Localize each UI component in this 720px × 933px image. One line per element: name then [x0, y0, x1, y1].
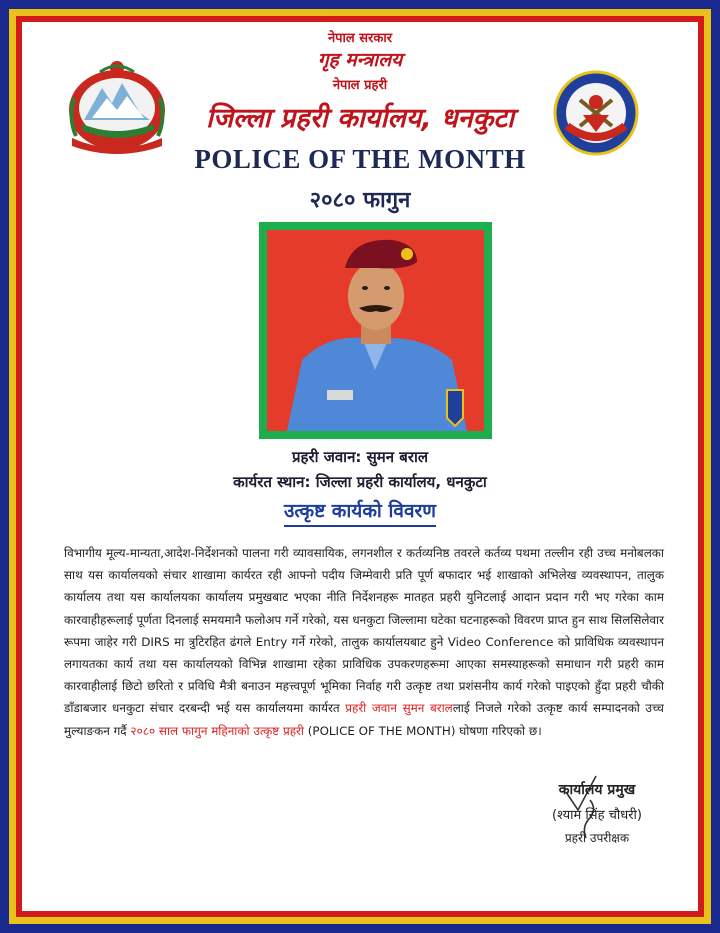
- highlight-officer: प्रहरी जवान सुमन बराल: [345, 701, 453, 716]
- details-paragraph: विभागीय मूल्य-मान्यता,आदेश-निर्देशनको पालना गरी व्यावसायिक, लगनशील र कर्तव्यनिष्ठ तवरले कर्तव्य पथमा तल्लीन रही उच्च मनोबलका साथ यस कार्यालयको संचार शाखामा कार्यरत रही आफ्नो पदीय जिम्मेवारी प्रति पूर्ण बफादार भई शाखाको अभिलेख व्यवस्थापन, तालुक कार्यालय तथा यस कार्यालयका कार्यालय प्रमुखबाट भएका नीति निर्देशनहरू मातहत प्रहरी युनिटलाई आदान प्रदान गरी भए गरेका काम कारवाहीहरूलाई पूर्णता दिनलाई समयमानै फलोअप गर्ने गरेको, यस धनकुटा जिल्लामा घटेका घटनाहरूको विवरण प्राप्त हुन साथ सिलसिलेवार रूपमा जाहेर गरी DIRS मा त्रुटिरहित ढंगले Entry गर्ने गरेको, तालुक कार्यालयबाट हुने Video Conference को प्राविधिक व्यवस्थापन लगायतका कार्य तथा यस कार्यालयको विभिन्न शाखामा रहेका प्राविधिक उपकरणहरूमा आएका समस्याहरूको समाधान गरी प्रहरी काम कारवाहीलाई छिटो छरितो र प्रविधि मैत्री बनाउन महत्त्वपूर्ण भूमिका निर्वाह गरी उत्कृष्ट तथा प्रशंसनीय कार्य गरेको पाइएको हुँदा प्रहरी चौकी डाँडाबजार धनकुटा संचार दरबन्दी भई यस कार्यालयमा कार्यरत प्रहरी जवान सुमन बराललाई निजले गरेको उत्कृष्ट कार्य सम्पादनको उच्च मुल्याङकन गर्दै २०८० साल फागुन महिनाको उत्कृष्ट प्रहरी (POLICE OF THE MONTH) घोषणा गरिएको छ।: [64, 546, 664, 738]
- page-title: POLICE OF THE MONTH: [194, 144, 526, 174]
- office-title: जिल्ला प्रहरी कार्यालय, धनकुटा: [206, 103, 514, 134]
- officer-photo: [267, 230, 484, 431]
- signature-title: कार्यालय प्रमुख: [558, 782, 636, 798]
- signature-rank: प्रहरी उपरीक्षक: [564, 831, 630, 845]
- officer-portrait-icon: [267, 230, 484, 431]
- details-title: उत्कृष्ट कार्यको विवरण: [0, 497, 720, 523]
- signature-block: [527, 780, 667, 846]
- highlight-month: २०८० साल फागुन महिनाको उत्कृष्ट प्रहरी: [130, 723, 304, 738]
- signature-name: (श्याम सिंह चौधरी): [552, 808, 642, 823]
- ministry-line: गृह मन्त्रालय: [317, 49, 403, 71]
- govt-line: नेपाल सरकार: [327, 31, 393, 46]
- month-label: २०८० फागुन: [309, 188, 411, 213]
- officer-name: प्रहरी जवान: सुमन बराल: [291, 448, 429, 466]
- officer-place: कार्यरत स्थान: जिल्ला प्रहरी कार्यालय, धनकुटा: [233, 473, 487, 491]
- police-line: नेपाल प्रहरी: [332, 78, 388, 93]
- photo-frame: [259, 222, 492, 439]
